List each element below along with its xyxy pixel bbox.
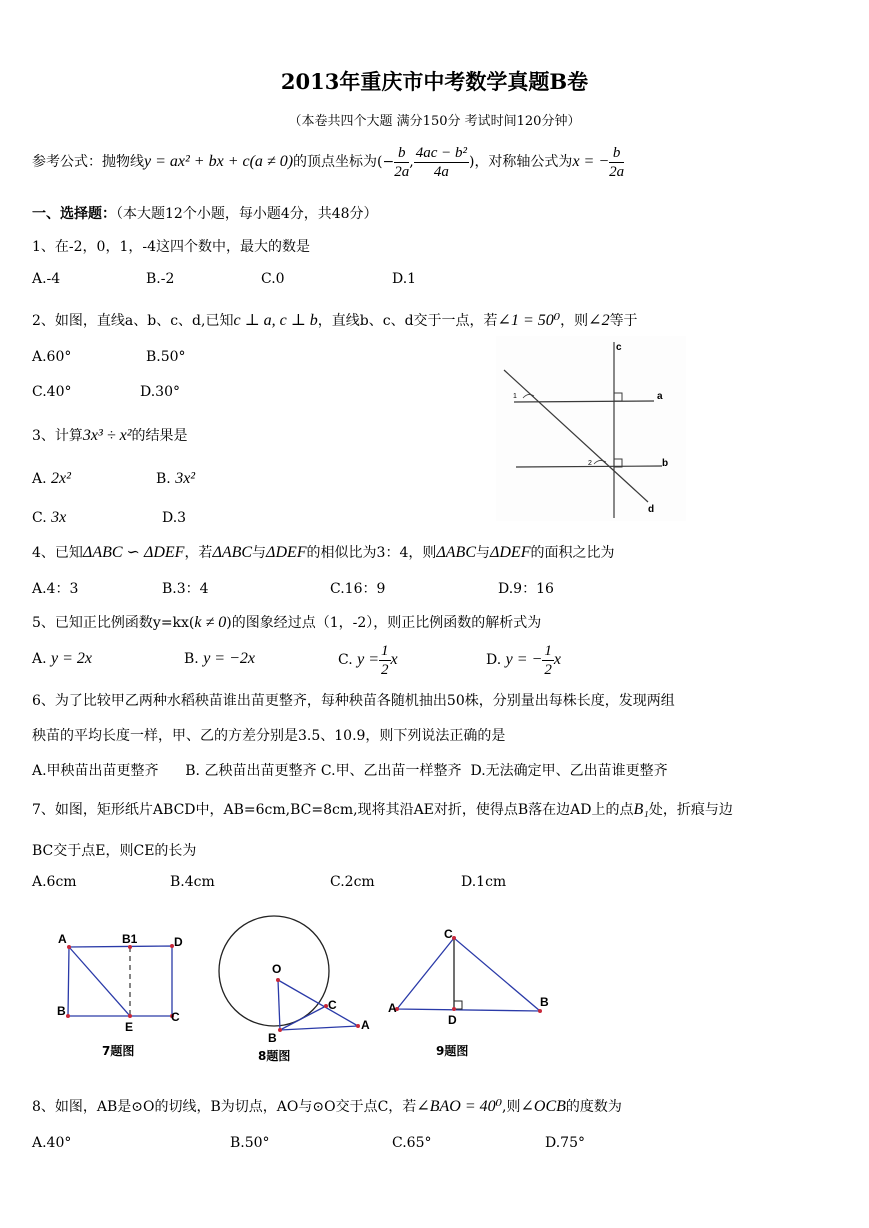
q4-option-d: D.9：16 [498, 581, 554, 597]
q8-option-d: D.75° [545, 1135, 585, 1151]
fig9-label-b: B [540, 995, 549, 1009]
reference-formula: 参考公式：抛物线y = ax² + bx + c(a ≠ 0)的顶点坐标为(− $\frac{b}{2a}$ , $\frac{\text{4ac − b²}}{4a}$ )，对称轴公式为x = − $\frac{b}{2a}$ [32, 144, 625, 180]
label-c: c [616, 342, 622, 353]
figure-9 [386, 920, 566, 1065]
fig8-label-c: C [328, 998, 337, 1012]
fig7-label-b1: B1 [122, 932, 138, 946]
label-angle-1: 1 [513, 393, 517, 400]
q3-stem: 3、计算3x³ ÷ x²的结果是 [32, 427, 188, 444]
page-title: 2013年重庆市中考数学真题B卷 [280, 69, 589, 94]
q1-option-a: A.-4 [32, 271, 61, 287]
formula-prefix: 参考公式：抛物线 [32, 154, 144, 170]
figure-7 [50, 925, 200, 1065]
q2-option-a: A.60° [32, 349, 72, 365]
label-angle-2: 2 [588, 460, 592, 467]
q4-stem: 4、已知ΔABC ∽ ΔDEF，若ΔABC与ΔDEF的相似比为3：4，则ΔABC与ΔDEF的面积之比为 [32, 544, 615, 561]
q3-option-a: A. 2x² [32, 470, 71, 487]
vertex-text: 的顶点坐标为 [293, 154, 378, 170]
q5-option-c: C. y = $\frac{1}{2}$ x [338, 642, 398, 678]
figure-8 [218, 912, 378, 1072]
q8-option-b: B.50° [230, 1135, 270, 1151]
fig9-caption: 9题图 [436, 1044, 469, 1058]
label-b: b [662, 458, 669, 469]
fig8-label-a: A [361, 1018, 370, 1032]
fig7-label-e: E [125, 1020, 134, 1034]
fig7-caption: 7题图 [102, 1044, 135, 1058]
q1-option-d: D.1 [392, 271, 417, 287]
label-d: d [648, 504, 655, 515]
fig7-label-a: A [58, 932, 67, 946]
q7-stem-line1: 7、如图，矩形纸片ABCD中，AB=6cm,BC=8cm,现将其沿AE对折，使得点B落在边AD上的点B₁处，折痕与边 [32, 801, 733, 818]
fig7-label-b: B [57, 1004, 66, 1018]
q2-option-b: B.50° [146, 349, 186, 365]
q5-option-a: A. y = 2x [32, 650, 93, 667]
q7-option-d: D.1cm [461, 874, 507, 890]
q6-stem-line1: 6、为了比较甲乙两种水稻秧苗谁出苗更整齐，每种秧苗各随机抽出50株，分别量出每株长度，发现两组 [32, 693, 675, 709]
fig8-caption: 8题图 [258, 1049, 291, 1063]
q6-options: A.甲秧苗出苗更整齐 B. 乙秧苗出苗更整齐 C.甲、乙出苗一样整齐 D.无法确定甲、乙出苗谁更整齐 [32, 763, 668, 779]
vertex-y-fraction: $\frac{\text{4ac − b²}}{4a}$ [415, 144, 467, 180]
vertex-x-fraction: $\frac{b}{2a}$ [394, 144, 410, 180]
q3-option-c: C. 3x [32, 509, 67, 526]
q7-option-b: B.4cm [170, 874, 215, 890]
parabola-equation: y = ax² + bx + c(a ≠ 0) [144, 153, 294, 170]
axis-fraction: $\frac{b}{2a}$ [609, 144, 625, 180]
q1-option-b: B.-2 [146, 271, 175, 287]
fig7-label-d: D [174, 935, 183, 949]
q8-stem: 8、如图，AB是⊙O的切线，B为切点，AO与⊙O交于点C，若∠BAO = 40⁰,则∠OCB的度数为 [32, 1098, 622, 1115]
fig8-label-b: B [268, 1031, 277, 1045]
q5-stem: 5、已知正比例函数y=kx(k ≠ 0)的图象经过点（1，-2），则正比例函数的解析式为 [32, 614, 542, 631]
q8-option-c: C.65° [392, 1135, 432, 1151]
q2-figure [496, 336, 686, 521]
section-heading [32, 203, 378, 223]
q2-option-d: D.30° [140, 384, 180, 400]
fig9-label-c: C [444, 927, 453, 941]
exam-subtitle: （本卷共四个大题 满分150分 考试时间120分钟） [288, 114, 581, 129]
q1-stem: 1、在-2，0，1，-4这四个数中，最大的数是 [32, 239, 310, 255]
q7-stem-line2: BC交于点E，则CE的长为 [32, 843, 197, 859]
label-a: a [657, 391, 663, 402]
section-note: （本大题12个小题，每小题4分，共48分） [116, 206, 378, 222]
q3-option-d: D.3 [162, 510, 187, 526]
fig8-label-o: O [272, 962, 282, 976]
fig9-label-d: D [448, 1013, 457, 1027]
q8-option-a: A.40° [32, 1135, 72, 1151]
q6-stem-line2: 秧苗的平均长度一样，甲、乙的方差分别是3.5、10.9，则下列说法正确的是 [32, 728, 506, 744]
fig7-label-c: C [171, 1010, 180, 1024]
fig9-label-a: A [388, 1001, 397, 1015]
q2-stem: 2、如图，直线a、b、c、d,已知c ⊥ a, c ⊥ b，直线b、c、d交于一点，若∠1 = 50⁰，则∠2等于 [32, 312, 638, 329]
axis-text: ，对称轴公式为 [474, 154, 573, 170]
q7-option-c: C.2cm [330, 874, 375, 890]
axis-lhs: x = − [572, 153, 610, 170]
q5-option-d: D. y = − $\frac{1}{2}$ x [486, 642, 561, 678]
q3-option-b: B. 3x² [156, 470, 196, 487]
q4-option-b: B.3：4 [162, 581, 209, 597]
q1-option-c: C.0 [261, 271, 285, 287]
q2-option-c: C.40° [32, 384, 72, 400]
q7-option-a: A.6cm [32, 874, 77, 890]
q4-option-c: C.16：9 [330, 581, 386, 597]
section-title: 一、选择题： [32, 206, 116, 222]
q4-option-a: A.4：3 [32, 581, 79, 597]
q5-option-b: B. y = −2x [184, 650, 255, 667]
